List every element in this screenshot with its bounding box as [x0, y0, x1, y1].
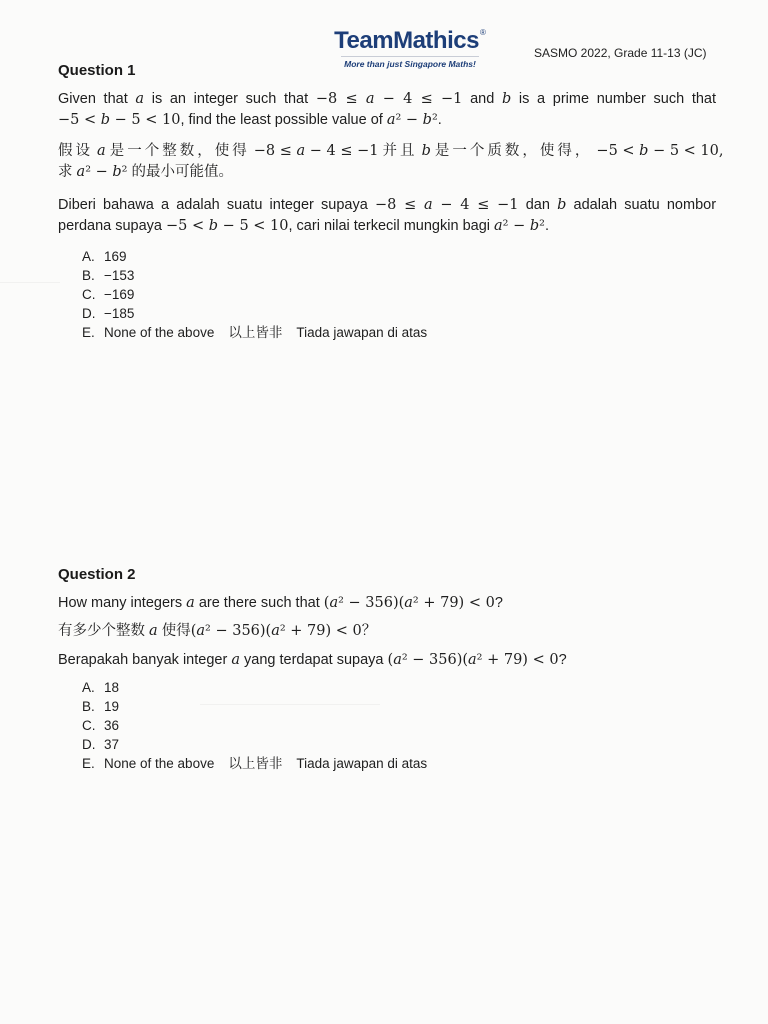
teammathics-logo: [330, 28, 490, 72]
question-1-title: Question 1: [58, 62, 136, 79]
q2-option-d[interactable]: D. 37: [82, 737, 120, 752]
q2-options: [82, 678, 427, 773]
q2-english-text: How many integers a are there such that (a² − 356)(a² + 79) < 0?: [58, 595, 503, 611]
scan-artifact: [0, 282, 60, 283]
logo-wordmark: TeamMathics: [334, 27, 479, 54]
question-2-title: Question 2: [58, 566, 136, 583]
q1-en-line-2: −5 < b − 5 < 10, find the least possible value of a² − b².: [58, 112, 442, 128]
q1-option-b[interactable]: B. −153: [82, 268, 135, 283]
q2-chinese-text: 有多少个整数 a 使得(a² − 356)(a² + 79) < 0？: [58, 623, 377, 639]
q1-chinese-text: [58, 141, 724, 183]
q1-zh-line-1: 假设 a 是一个整数，使得 −8 ≤ a − 4 ≤ −1 并且 b 是一个质数，使得， −5 < b − 5 < 10,: [58, 143, 724, 159]
q2-option-e[interactable]: E. None of the above 以上皆非 Tiada jawapan di atas: [82, 756, 428, 771]
q1-ms-line-1: Diberi bahawa a adalah suatu integer supaya −8 ≤ a − 4 ≤ −1 dan b adalah suatu nombor: [58, 197, 717, 213]
q1-options: [82, 247, 427, 342]
q1-option-d[interactable]: D. −185: [82, 306, 135, 321]
q1-malay-text: [58, 195, 716, 237]
q1-ms-line-2: perdana supaya −5 < b − 5 < 10, cari nilai terkecil mungkin bagi a² − b².: [58, 218, 550, 234]
competition-label: SASMO 2022, Grade 11-13 (JC): [534, 46, 707, 60]
q2-option-c[interactable]: C. 36: [82, 718, 120, 733]
q2-malay-text: Berapakah banyak integer a yang terdapat supaya (a² − 356)(a² + 79) < 0?: [58, 652, 567, 668]
q1-option-c[interactable]: C. −169: [82, 287, 135, 302]
registered-mark: ®: [479, 28, 486, 37]
scan-artifact: [200, 704, 380, 705]
logo-tagline: More than just Singapore Maths!: [341, 56, 479, 69]
q1-en-line-1: Given that a is an integer such that −8 ≤ a − 4 ≤ −1 and b is a prime number such that: [58, 91, 717, 107]
q1-english-text: [58, 89, 716, 131]
q2-option-a[interactable]: A. 18: [82, 680, 120, 695]
q1-zh-line-2: 求 a² − b² 的最小可能值。: [58, 164, 234, 180]
q2-option-b[interactable]: B. 19: [82, 699, 120, 714]
q1-option-a[interactable]: A. 169: [82, 249, 127, 264]
q1-option-e[interactable]: E. None of the above 以上皆非 Tiada jawapan di atas: [82, 325, 428, 340]
